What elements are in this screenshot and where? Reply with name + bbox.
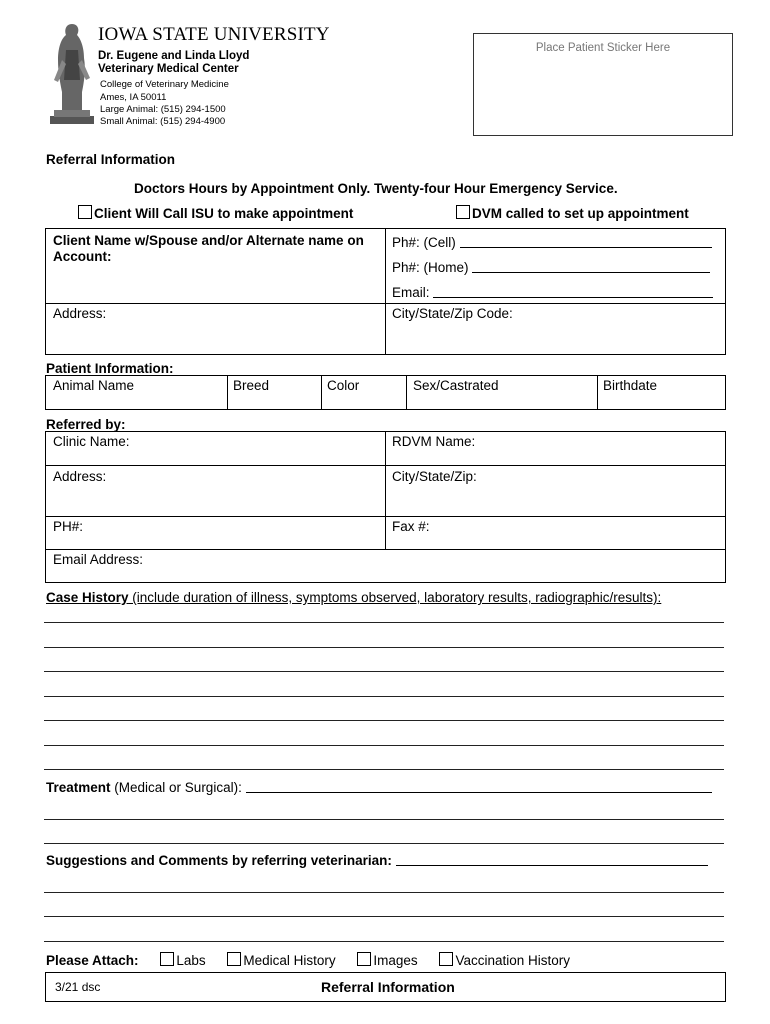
images-checkbox[interactable] xyxy=(357,952,371,966)
case-history-heading: Case History (include duration of illness, symptoms observed, laboratory results, radiographic/results): xyxy=(46,590,662,605)
city-address: Ames, IA 50011 xyxy=(100,92,167,103)
referral-fax-field[interactable]: Fax #: xyxy=(392,519,430,534)
attach-labs[interactable]: Labs xyxy=(160,953,205,968)
referral-city-field[interactable]: City/State/Zip: xyxy=(392,469,477,484)
center-name-line1: Dr. Eugene and Linda Lloyd xyxy=(98,50,250,62)
birthdate-field[interactable]: Birthdate xyxy=(603,378,658,393)
attach-medical-history[interactable]: Medical History xyxy=(227,953,335,968)
client-call-checkbox[interactable] xyxy=(78,205,92,219)
treatment-field[interactable]: Treatment (Medical or Surgical): xyxy=(46,780,712,795)
suggestions-line[interactable] xyxy=(44,916,724,917)
college-name: College of Veterinary Medicine xyxy=(100,79,229,90)
rdvm-name-field[interactable]: RDVM Name: xyxy=(392,434,476,449)
labs-checkbox[interactable] xyxy=(160,952,174,966)
color-field[interactable]: Color xyxy=(327,378,360,393)
referral-phone-field[interactable]: PH#: xyxy=(53,519,84,534)
case-history-line[interactable] xyxy=(44,622,724,623)
dvm-called-label: DVM called to set up appointment xyxy=(472,206,689,221)
footer-title: Referral Information xyxy=(321,979,455,995)
please-attach-row xyxy=(46,952,570,968)
large-animal-phone: Large Animal: (515) 294-1500 xyxy=(100,104,226,115)
footer-code: 3/21 dsc xyxy=(55,980,101,994)
center-name-line2: Veterinary Medical Center xyxy=(98,63,239,75)
referral-address-field[interactable]: Address: xyxy=(53,469,107,484)
patient-table xyxy=(45,375,726,410)
suggestions-field[interactable]: Suggestions and Comments by referring veterinarian: xyxy=(46,853,708,868)
client-call-option[interactable] xyxy=(78,205,353,221)
small-animal-phone: Small Animal: (515) 294-4900 xyxy=(100,116,226,127)
case-history-line[interactable] xyxy=(44,696,724,697)
referred-by-heading: Referred by: xyxy=(46,417,126,432)
cell-phone-field[interactable]: Ph#: (Cell) xyxy=(392,235,712,250)
sticker-label: Place Patient Sticker Here xyxy=(535,42,671,54)
footer-box xyxy=(45,972,726,1002)
email-field[interactable]: Email: xyxy=(392,285,713,300)
client-call-label: Client Will Call ISU to make appointment xyxy=(94,206,354,221)
referral-email-field[interactable]: Email Address: xyxy=(53,552,144,567)
clinic-name-field[interactable]: Clinic Name: xyxy=(53,434,130,449)
university-name: IOWA STATE UNIVERSITY xyxy=(98,24,330,45)
treatment-line[interactable] xyxy=(44,843,724,844)
hours-line: Doctors Hours by Appointment Only. Twenty-four Hour Emergency Service. xyxy=(134,181,618,196)
case-history-line[interactable] xyxy=(44,671,724,672)
vaccination-history-checkbox[interactable] xyxy=(439,952,453,966)
referral-info-title: Referral Information xyxy=(46,152,176,167)
dvm-called-option[interactable] xyxy=(456,205,689,221)
please-attach-label: Please Attach: xyxy=(46,953,139,968)
case-history-line[interactable] xyxy=(44,720,724,721)
sex-castrated-field[interactable]: Sex/Castrated xyxy=(413,378,499,393)
animal-name-field[interactable]: Animal Name xyxy=(53,378,135,393)
patient-info-heading: Patient Information: xyxy=(46,361,174,376)
client-city-field[interactable]: City/State/Zip Code: xyxy=(392,306,513,321)
home-phone-field[interactable]: Ph#: (Home) xyxy=(392,260,710,275)
treatment-line[interactable] xyxy=(44,819,724,820)
case-history-line[interactable] xyxy=(44,647,724,648)
suggestions-line[interactable] xyxy=(44,941,724,942)
case-history-line[interactable] xyxy=(44,769,724,770)
client-address-field[interactable]: Address: xyxy=(53,306,107,321)
suggestions-line[interactable] xyxy=(44,892,724,893)
attach-images[interactable]: Images xyxy=(357,953,417,968)
client-section xyxy=(45,228,726,355)
client-name-field[interactable]: Client Name w/Spouse and/or Alternate name on Account: xyxy=(53,233,364,264)
patient-sticker-area xyxy=(473,33,733,136)
isu-statue-logo xyxy=(44,20,100,126)
medical-history-checkbox[interactable] xyxy=(227,952,241,966)
dvm-called-checkbox[interactable] xyxy=(456,205,470,219)
breed-field[interactable]: Breed xyxy=(233,378,270,393)
attach-vaccination-history[interactable]: Vaccination History xyxy=(439,953,570,968)
case-history-line[interactable] xyxy=(44,745,724,746)
referred-section xyxy=(45,431,726,583)
